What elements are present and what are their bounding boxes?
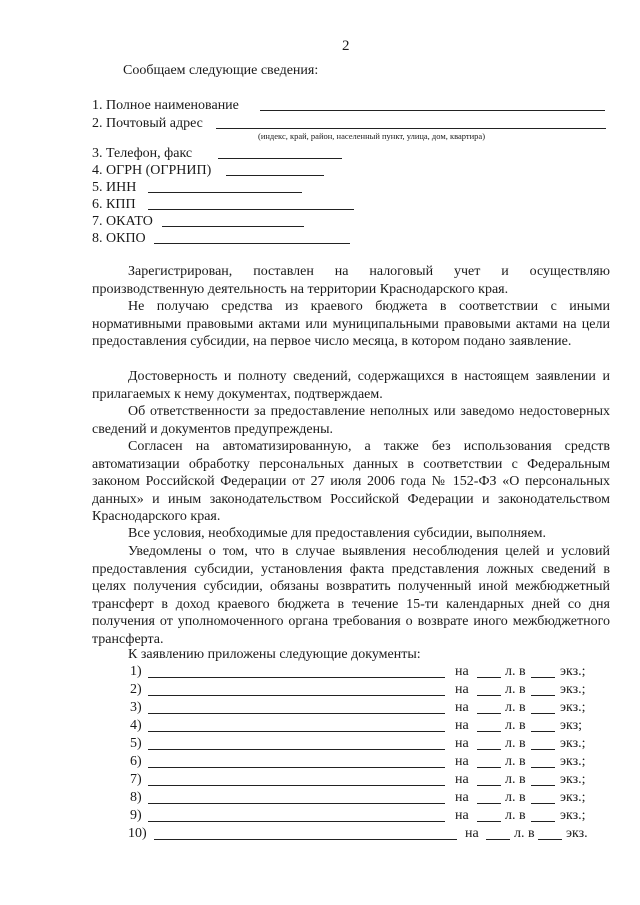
attachment-copies-label: экз.; bbox=[560, 790, 586, 805]
attachment-number: 6) bbox=[130, 754, 142, 769]
attachment-row[interactable] bbox=[130, 789, 600, 806]
attachment-copies-line[interactable] bbox=[531, 767, 555, 768]
attachment-pages-label: л. в bbox=[505, 664, 526, 679]
paragraph-accuracy: Достоверность и полноту сведений, содержащихся в настоящем заявлении и прилагаемых к нему документах, подтверждаем. bbox=[92, 369, 610, 402]
attachment-on-label: на bbox=[455, 682, 469, 697]
paragraph-registered: Зарегистрирован, поставлен на налоговый учет и осуществляю производственную деятельность на территории Краснодарского края. bbox=[92, 264, 610, 297]
attachment-row[interactable] bbox=[130, 753, 600, 770]
attachment-copies-label: экз.; bbox=[560, 772, 586, 787]
attachment-copies-label: экз.; bbox=[560, 808, 586, 823]
field-label-postal-address: 2. Почтовый адрес bbox=[92, 116, 203, 131]
attachment-number: 5) bbox=[130, 736, 142, 751]
attachment-pages-line[interactable] bbox=[477, 749, 501, 750]
page-number: 2 bbox=[342, 38, 350, 54]
attachments-intro: К заявлению приложены следующие документы: bbox=[128, 647, 421, 662]
field-label-full-name: 1. Полное наименование bbox=[92, 98, 239, 113]
field-label-inn: 5. ИНН bbox=[92, 180, 137, 195]
attachment-on-label: на bbox=[455, 718, 469, 733]
attachment-copies-line[interactable] bbox=[531, 695, 555, 696]
attachment-name-line[interactable] bbox=[148, 713, 445, 714]
attachment-copies-line[interactable] bbox=[538, 839, 562, 840]
field-label-phone-fax: 3. Телефон, факс bbox=[92, 146, 193, 161]
attachment-copies-label: экз.; bbox=[560, 664, 586, 679]
attachment-copies-label: экз.; bbox=[560, 754, 586, 769]
attachment-row[interactable] bbox=[130, 807, 600, 824]
field-line-phone-fax[interactable] bbox=[218, 158, 342, 159]
attachment-pages-line[interactable] bbox=[477, 821, 501, 822]
attachment-copies-label: экз.; bbox=[560, 736, 586, 751]
field-line-full-name[interactable] bbox=[260, 110, 605, 111]
attachment-pages-line[interactable] bbox=[477, 785, 501, 786]
attachment-copies-line[interactable] bbox=[531, 749, 555, 750]
attachment-row[interactable] bbox=[130, 699, 600, 716]
attachment-copies-line[interactable] bbox=[531, 803, 555, 804]
attachment-copies-label: экз.; bbox=[560, 682, 586, 697]
attachment-number: 8) bbox=[130, 790, 142, 805]
attachment-copies-label: экз.; bbox=[560, 700, 586, 715]
attachment-pages-label: л. в bbox=[505, 736, 526, 751]
attachment-name-line[interactable] bbox=[148, 677, 445, 678]
attachment-row[interactable] bbox=[130, 735, 600, 752]
attachment-copies-line[interactable] bbox=[531, 677, 555, 678]
attachment-copies-label: экз; bbox=[560, 718, 583, 733]
attachment-name-line[interactable] bbox=[148, 803, 445, 804]
paragraph-no-funds: Не получаю средства из краевого бюджета в соответствии с иными нормативными правовыми актами или муниципальными правовыми актами на цели предоставления субсидии, на первое число месяца, в котором подано заявление. bbox=[92, 299, 610, 349]
attachment-on-label: на bbox=[455, 790, 469, 805]
paragraph-conditions: Все условия, необходимые для предоставления субсидии, выполняем. bbox=[128, 526, 547, 541]
attachment-copies-line[interactable] bbox=[531, 713, 555, 714]
attachment-pages-label: л. в bbox=[505, 808, 526, 823]
attachment-on-label: на bbox=[455, 772, 469, 787]
attachment-row[interactable] bbox=[130, 681, 600, 698]
attachment-number: 1) bbox=[130, 664, 142, 679]
attachment-on-label: на bbox=[455, 808, 469, 823]
attachment-row[interactable] bbox=[128, 825, 598, 842]
attachment-copies-line[interactable] bbox=[531, 785, 555, 786]
attachment-pages-label: л. в bbox=[505, 754, 526, 769]
attachment-pages-label: л. в bbox=[505, 772, 526, 787]
field-line-postal-address[interactable] bbox=[216, 128, 606, 129]
field-label-ogrn: 4. ОГРН (ОГРНИП) bbox=[92, 163, 212, 178]
field-line-kpp[interactable] bbox=[148, 209, 354, 210]
field-line-okpo[interactable] bbox=[154, 243, 350, 244]
attachment-copies-line[interactable] bbox=[531, 731, 555, 732]
intro-text: Сообщаем следующие сведения: bbox=[123, 63, 319, 78]
attachment-name-line[interactable] bbox=[148, 785, 445, 786]
attachment-number: 10) bbox=[128, 826, 147, 841]
attachment-on-label: на bbox=[455, 754, 469, 769]
attachment-row[interactable] bbox=[130, 663, 600, 680]
attachment-name-line[interactable] bbox=[148, 821, 445, 822]
attachment-number: 9) bbox=[130, 808, 142, 823]
attachment-pages-line[interactable] bbox=[486, 839, 510, 840]
field-line-okato[interactable] bbox=[162, 226, 304, 227]
attachment-pages-line[interactable] bbox=[477, 731, 501, 732]
field-label-kpp: 6. КПП bbox=[92, 197, 136, 212]
attachment-number: 2) bbox=[130, 682, 142, 697]
field-label-okato: 7. ОКАТО bbox=[92, 214, 153, 229]
attachment-row[interactable] bbox=[130, 771, 600, 788]
attachment-on-label: на bbox=[455, 664, 469, 679]
paragraph-notification: Уведомлены о том, что в случае выявления несоблюдения целей и условий предоставления субсидии, установления факта представления ложных сведений в целях получения субсидии, обязаны возвратить полученный иной межбюджетный трансферт в доход краевого бюджета в течение 15-ти календарных дней со дня получения от уполномоченного органа требования о возврате иного межбюджетного трансферта. bbox=[92, 544, 610, 647]
attachment-pages-line[interactable] bbox=[477, 803, 501, 804]
paragraph-liability: Об ответственности за предоставление неполных или заведомо недостоверных сведений и документов предупреждены. bbox=[92, 404, 610, 437]
attachment-number: 4) bbox=[130, 718, 142, 733]
attachment-pages-label: л. в bbox=[505, 790, 526, 805]
address-hint: (индекс, край, район, населенный пункт, улица, дом, квартира) bbox=[258, 131, 486, 141]
attachment-pages-label: л. в bbox=[505, 682, 526, 697]
attachment-pages-label: л. в bbox=[505, 718, 526, 733]
attachment-pages-label: л. в bbox=[505, 700, 526, 715]
attachment-name-line[interactable] bbox=[148, 731, 445, 732]
field-line-ogrn[interactable] bbox=[226, 175, 324, 176]
attachment-pages-line[interactable] bbox=[477, 713, 501, 714]
paragraph-personal-data: Согласен на автоматизированную, а также без использования средств автоматизации обработку персональных данных в соответствии с Федеральным законом Российской Федерации от 27 июля 2006 года № 152-ФЗ «О персональных данных» и иным законодательством Российской Федерации и законодательством Краснодарского края. bbox=[92, 439, 610, 524]
field-label-okpo: 8. ОКПО bbox=[92, 231, 146, 246]
attachment-on-label: на bbox=[455, 736, 469, 751]
attachment-pages-line[interactable] bbox=[477, 767, 501, 768]
attachment-on-label: на bbox=[465, 826, 479, 841]
attachment-number: 7) bbox=[130, 772, 142, 787]
attachment-name-line[interactable] bbox=[148, 767, 445, 768]
attachment-pages-line[interactable] bbox=[477, 677, 501, 678]
attachment-row[interactable] bbox=[130, 717, 600, 734]
attachment-copies-line[interactable] bbox=[531, 821, 555, 822]
attachment-pages-line[interactable] bbox=[477, 695, 501, 696]
attachment-number: 3) bbox=[130, 700, 142, 715]
attachment-name-line[interactable] bbox=[148, 749, 445, 750]
attachment-name-line[interactable] bbox=[154, 839, 457, 840]
field-line-inn[interactable] bbox=[148, 192, 302, 193]
attachment-pages-label: л. в bbox=[514, 826, 535, 841]
attachment-copies-label: экз. bbox=[566, 826, 588, 841]
attachment-name-line[interactable] bbox=[148, 695, 445, 696]
attachment-on-label: на bbox=[455, 700, 469, 715]
